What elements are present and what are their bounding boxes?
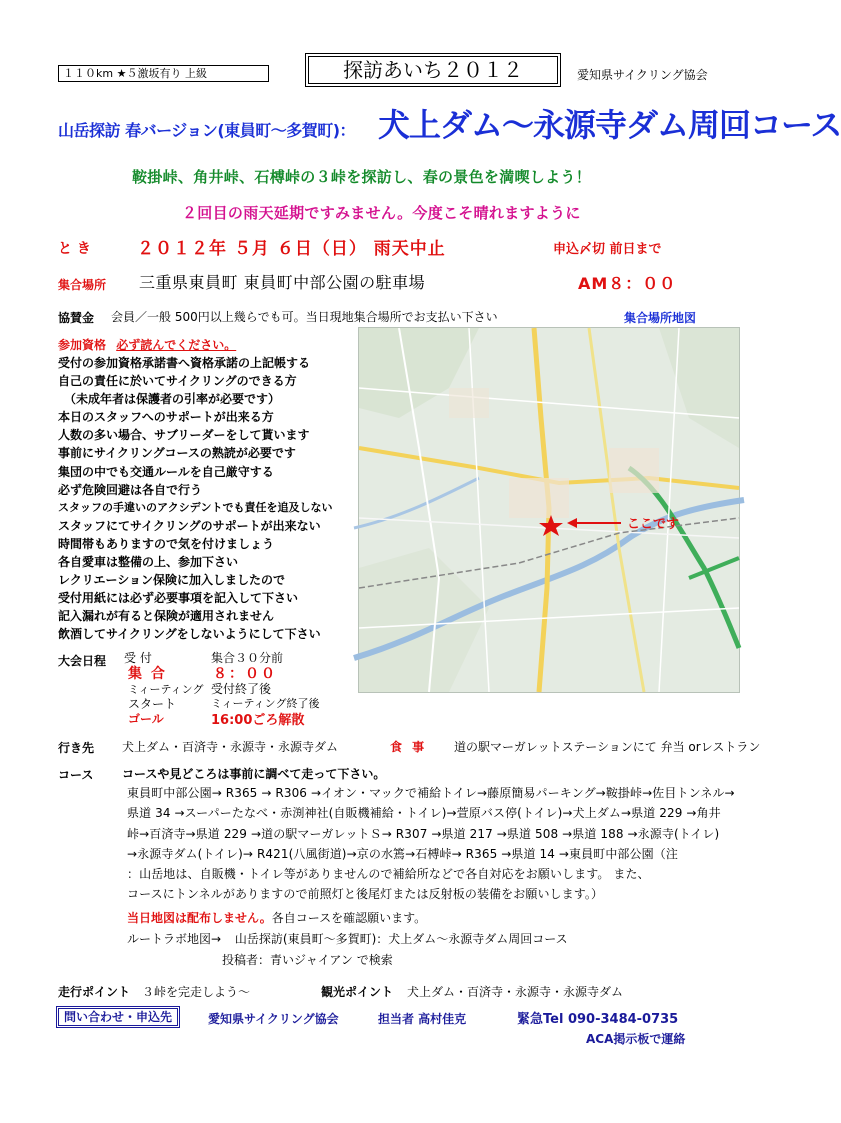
meeting-label: 集合場所 [58, 278, 107, 292]
schedule-time: 受付終了後 [211, 682, 272, 696]
course-note: コースや見どころは事前に調べて走って下さい。 [122, 767, 386, 781]
list-item: 記入漏れが有ると保険が適用されません [58, 609, 275, 624]
map-label: 集合場所地図 [624, 311, 697, 325]
requirements-label: 参加資格 [58, 338, 107, 352]
schedule-item: 集 合 [128, 666, 167, 682]
meeting-time: AM８：００ [578, 274, 677, 293]
food-text: 道の駅マーガレットステーションにて 弁当 orレストラン [454, 740, 761, 754]
run-point-text: ３峠を完走しよう～ [142, 985, 251, 999]
route-labo-title: 山岳探訪(東員町～多賀町)：犬上ダム～永源寺ダム周回コース [234, 932, 568, 946]
map-graphic [359, 328, 739, 692]
list-item: レクリエーション保険に加入しましたので [58, 573, 286, 588]
list-item: （未成年者は保護者の引率が必要です） [64, 392, 281, 407]
schedule-item: ゴール [128, 712, 164, 726]
no-map-warning: 当日地図は配布しません。 [127, 911, 272, 925]
fee-label: 協賛金 [58, 311, 95, 325]
route-line: 東員町中部公園→ R365 → R306 →イオン・マックで補給トイレ→藤原簡易パーキング→鞍掛峠→佐目トンネル→ [127, 786, 735, 800]
list-item: スタッフの手違いのアクシデントでも責任を追及しない [58, 500, 333, 514]
run-point-label: 走行ポイント [58, 985, 131, 999]
no-map-notice [127, 909, 426, 926]
deadline: 申込〆切 前日まで [553, 242, 662, 257]
contact-phone: 緊急Tel 090-3484-0735 [517, 1012, 679, 1027]
list-item: 集団の中でも交通ルールを自己厳守する [58, 464, 274, 479]
contact-board: ACA掲示板で運絡 [586, 1032, 686, 1046]
destination-text: 犬上ダム・百済寺・永源寺・永源寺ダム [122, 740, 339, 754]
schedule-label: 大会日程 [58, 654, 107, 668]
food-label: 食 事 [390, 740, 428, 754]
route-line: 峠→百済寺→県道 229 →道の駅マーガレットＳ→ R307 →県道 217 →県道 508 →県道 188 →永源寺(トイレ) [127, 826, 720, 841]
list-item: 本日のスタッフへのサポートが出来る方 [58, 410, 274, 425]
map-marker-label: ここです [627, 516, 680, 531]
schedule-time: 集合３０分前 [211, 651, 284, 665]
route-description [127, 783, 741, 905]
list-item: 事前にサイクリングコースの熟読が必要です [58, 446, 296, 461]
route-line: ：山岳地は、自販機・トイレ等がありませんので補給所などで各自対応をお願いします。 また、 [127, 867, 650, 882]
list-item: 人数の多い場合、サブリーダーをして貰います [58, 428, 310, 443]
destination-label: 行き先 [58, 741, 95, 755]
schedule-item: ミィーティング [128, 683, 204, 696]
headline-prefix: 山岳探訪 春バージョン(東員町～多賀町)： [58, 121, 356, 140]
requirements-note: 必ず読んでください。 [116, 338, 237, 352]
contact-person: 担当者 高村佳克 [378, 1012, 467, 1026]
list-item: 受付用紙には必ず必要事項を記入して下さい [58, 591, 299, 606]
contact-org: 愛知県サイクリング協会 [208, 1012, 339, 1026]
list-item: スタッフにてサイクリングのサポートが出来ない [58, 518, 321, 533]
route-line: コースにトンネルがありますので前照灯と後尾灯または反射板の装備をお願いします。） [127, 887, 604, 902]
page-title: 探訪あいち２０１２ [308, 56, 558, 84]
route-labo-prefix: ルートラボ地図→ [127, 932, 222, 946]
fee-text: 会員／一般 500円以上幾らでも可。当日現地集合場所でお支払い下さい [111, 310, 498, 324]
course-tag: １１０km ★５激坂有り 上級 [58, 65, 269, 82]
no-map-text: 各自コースを確認願います。 [271, 911, 427, 925]
date-value: ２０１２年 ５月 ６日（日） 雨天中止 [137, 239, 446, 259]
sightseeing-text: 犬上ダム・百済寺・永源寺・永源寺ダム [407, 985, 624, 999]
requirements-list [58, 354, 332, 644]
date-label: と き [58, 241, 91, 257]
schedule-item: 受 付 [124, 651, 152, 665]
subtitle-passes: 鞍掛峠、角井峠、石榑峠の３峠を探訪し、春の景色を満喫しよう！ [132, 168, 592, 186]
list-item: 必ず危険回避は各自で行う [58, 482, 203, 497]
contact-label: 問い合わせ・申込先 [58, 1008, 178, 1026]
meeting-place: 三重県東員町 東員町中部公園の駐車場 [139, 273, 426, 292]
meeting-map [358, 327, 740, 693]
schedule-time: ミィーティング終了後 [211, 697, 320, 710]
requirements-heading [58, 336, 236, 353]
route-line: →永源寺ダム(トイレ)→ R421(八風街道)→京の水篶→石榑峠→ R365 →県道 14 →東員町中部公園（注 [127, 846, 678, 861]
list-item: 飲酒してサイクリングをしないようにして下さい [58, 627, 321, 642]
list-item: 受付の参加資格承諾書へ資格承諾の上記帳する [58, 356, 311, 370]
route-line: 県道 34 →スーパーたなべ・赤渕神社(自販機補給・トイレ)→萱原バス停(トイレ)→犬上ダム→県道 229 →角井 [127, 806, 721, 821]
route-labo-poster: 投稿者：青いジャイアン で検索 [222, 953, 393, 967]
sightseeing-label: 観光ポイント [321, 985, 394, 999]
route-labo-line [127, 930, 568, 947]
schedule-time: ８：００ [213, 666, 277, 682]
course-label: コース [58, 768, 94, 782]
organizer-name: 愛知県サイクリング協会 [577, 68, 708, 82]
list-item: 時間帯もありますので気を付けましょう [58, 536, 275, 551]
subtitle-apology: ２回目の雨天延期ですみません。今度こそ晴れますように [182, 204, 581, 222]
headline-course: 犬上ダム～永源寺ダム周回コース [378, 106, 841, 144]
schedule-item: スタート [128, 697, 177, 711]
schedule-time: 16:00ごろ解散 [211, 713, 305, 728]
list-item: 自己の責任に於いてサイクリングのできる方 [58, 374, 297, 389]
list-item: 各自愛車は整備の上、参加下さい [58, 555, 239, 570]
